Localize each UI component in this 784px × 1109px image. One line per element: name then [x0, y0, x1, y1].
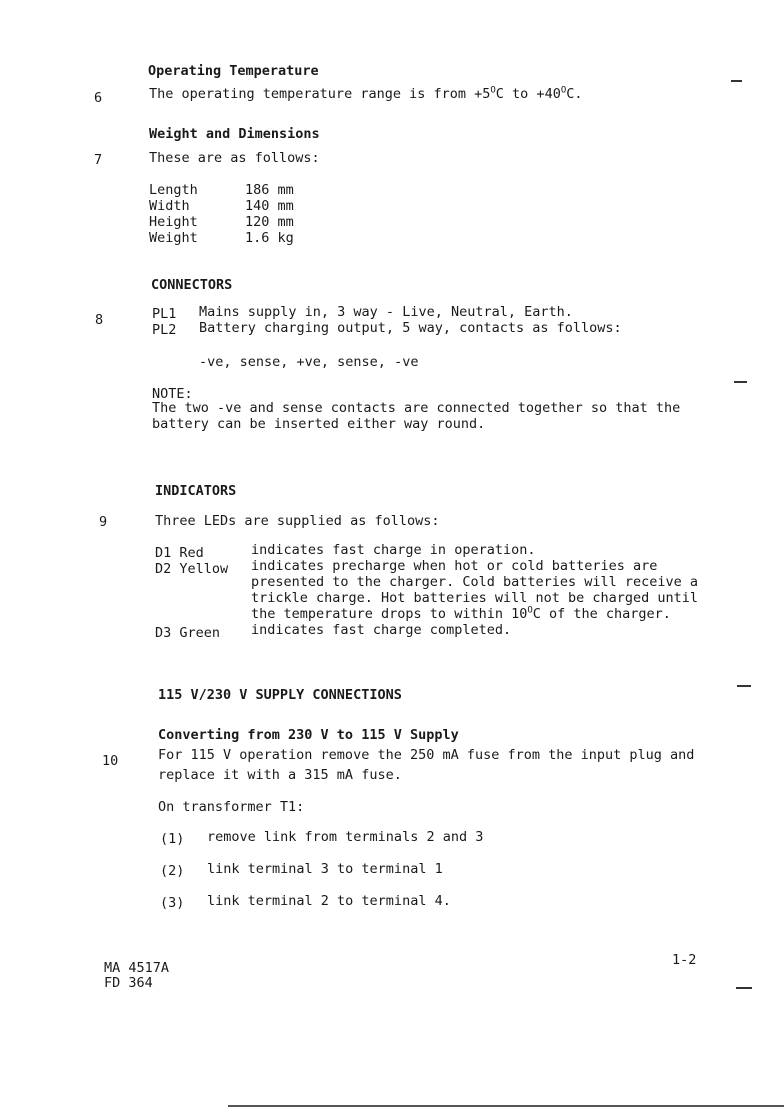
supply-text-line: replace it with a 315 mA fuse. [158, 767, 402, 783]
led-description: trickle charge. Hot batteries will not be charged until [251, 590, 699, 606]
dimension-value: 120 mm [245, 214, 294, 230]
step-number: (1) [160, 831, 185, 847]
dimension-row: Length [149, 182, 198, 198]
para-num-10: 10 [102, 753, 119, 769]
note-line: battery can be inserted either way round. [152, 416, 486, 432]
operating-temperature-heading: Operating Temperature [148, 63, 319, 79]
margin-mark [734, 381, 747, 383]
para-num-6: 6 [94, 90, 103, 106]
step-number: (2) [160, 863, 185, 879]
led-description: indicates fast charge in operation. [251, 542, 536, 558]
margin-mark [736, 987, 752, 989]
page-number: 1-2 [672, 952, 697, 968]
step-text: remove link from terminals 2 and 3 [207, 829, 484, 845]
dimension-row: Height [149, 214, 198, 230]
weight-dimensions-intro: These are as follows: [149, 150, 320, 166]
weight-dimensions-heading: Weight and Dimensions [149, 126, 320, 142]
note-label: NOTE: [152, 386, 193, 402]
para-num-9: 9 [99, 514, 108, 530]
step-text: link terminal 2 to terminal 4. [207, 893, 451, 909]
dimension-value: 1.6 kg [245, 230, 294, 246]
step-number: (3) [160, 895, 185, 911]
led-label: D1 Red [155, 545, 204, 561]
fd-reference: FD 364 [104, 975, 153, 991]
operating-temperature-text: The operating temperature range is from $+5^OC$ to $+40^OC$. [149, 85, 583, 102]
led-label: D2 Yellow [155, 561, 229, 577]
connector-id: PL1 [152, 306, 177, 322]
transformer-label: On transformer T1: [158, 799, 305, 815]
contacts-list: -ve, sense, +ve, sense, -ve [199, 354, 419, 370]
scan-edge-line [228, 1105, 784, 1107]
step-text: link terminal 3 to terminal 1 [207, 861, 443, 877]
connector-id: PL2 [152, 322, 177, 338]
supply-heading: 115 V/230 V SUPPLY CONNECTIONS [158, 687, 402, 703]
margin-mark [737, 685, 751, 687]
indicators-intro: Three LEDs are supplied as follows: [155, 513, 440, 529]
para-num-8: 8 [95, 312, 104, 328]
led-description: the temperature drops to within $10^OC$ of the charger. [251, 605, 671, 622]
dimension-value: 140 mm [245, 198, 294, 214]
connectors-heading: CONNECTORS [151, 277, 233, 293]
connector-text: Mains supply in, 3 way - Live, Neutral, Earth. [199, 304, 573, 320]
led-label: D3 Green [155, 625, 221, 641]
connector-text: Battery charging output, 5 way, contacts as follows: [199, 320, 622, 336]
dimension-value: 186 mm [245, 182, 294, 198]
led-description: presented to the charger. Cold batteries will receive a [251, 574, 699, 590]
note-line: The two -ve and sense contacts are connected together so that the [152, 400, 681, 416]
supply-subheading: Converting from 230 V to 115 V Supply [158, 727, 459, 743]
supply-text-line: For 115 V operation remove the 250 mA fuse from the input plug and [158, 747, 695, 763]
para-num-7: 7 [94, 152, 103, 168]
dimension-row: Width [149, 198, 190, 214]
led-description: indicates precharge when hot or cold batteries are [251, 558, 658, 574]
margin-mark [731, 80, 742, 82]
dimension-row: Weight [149, 230, 198, 246]
indicators-heading: INDICATORS [155, 483, 237, 499]
led-description: indicates fast charge completed. [251, 622, 512, 638]
doc-reference: MA 4517A [104, 960, 170, 976]
